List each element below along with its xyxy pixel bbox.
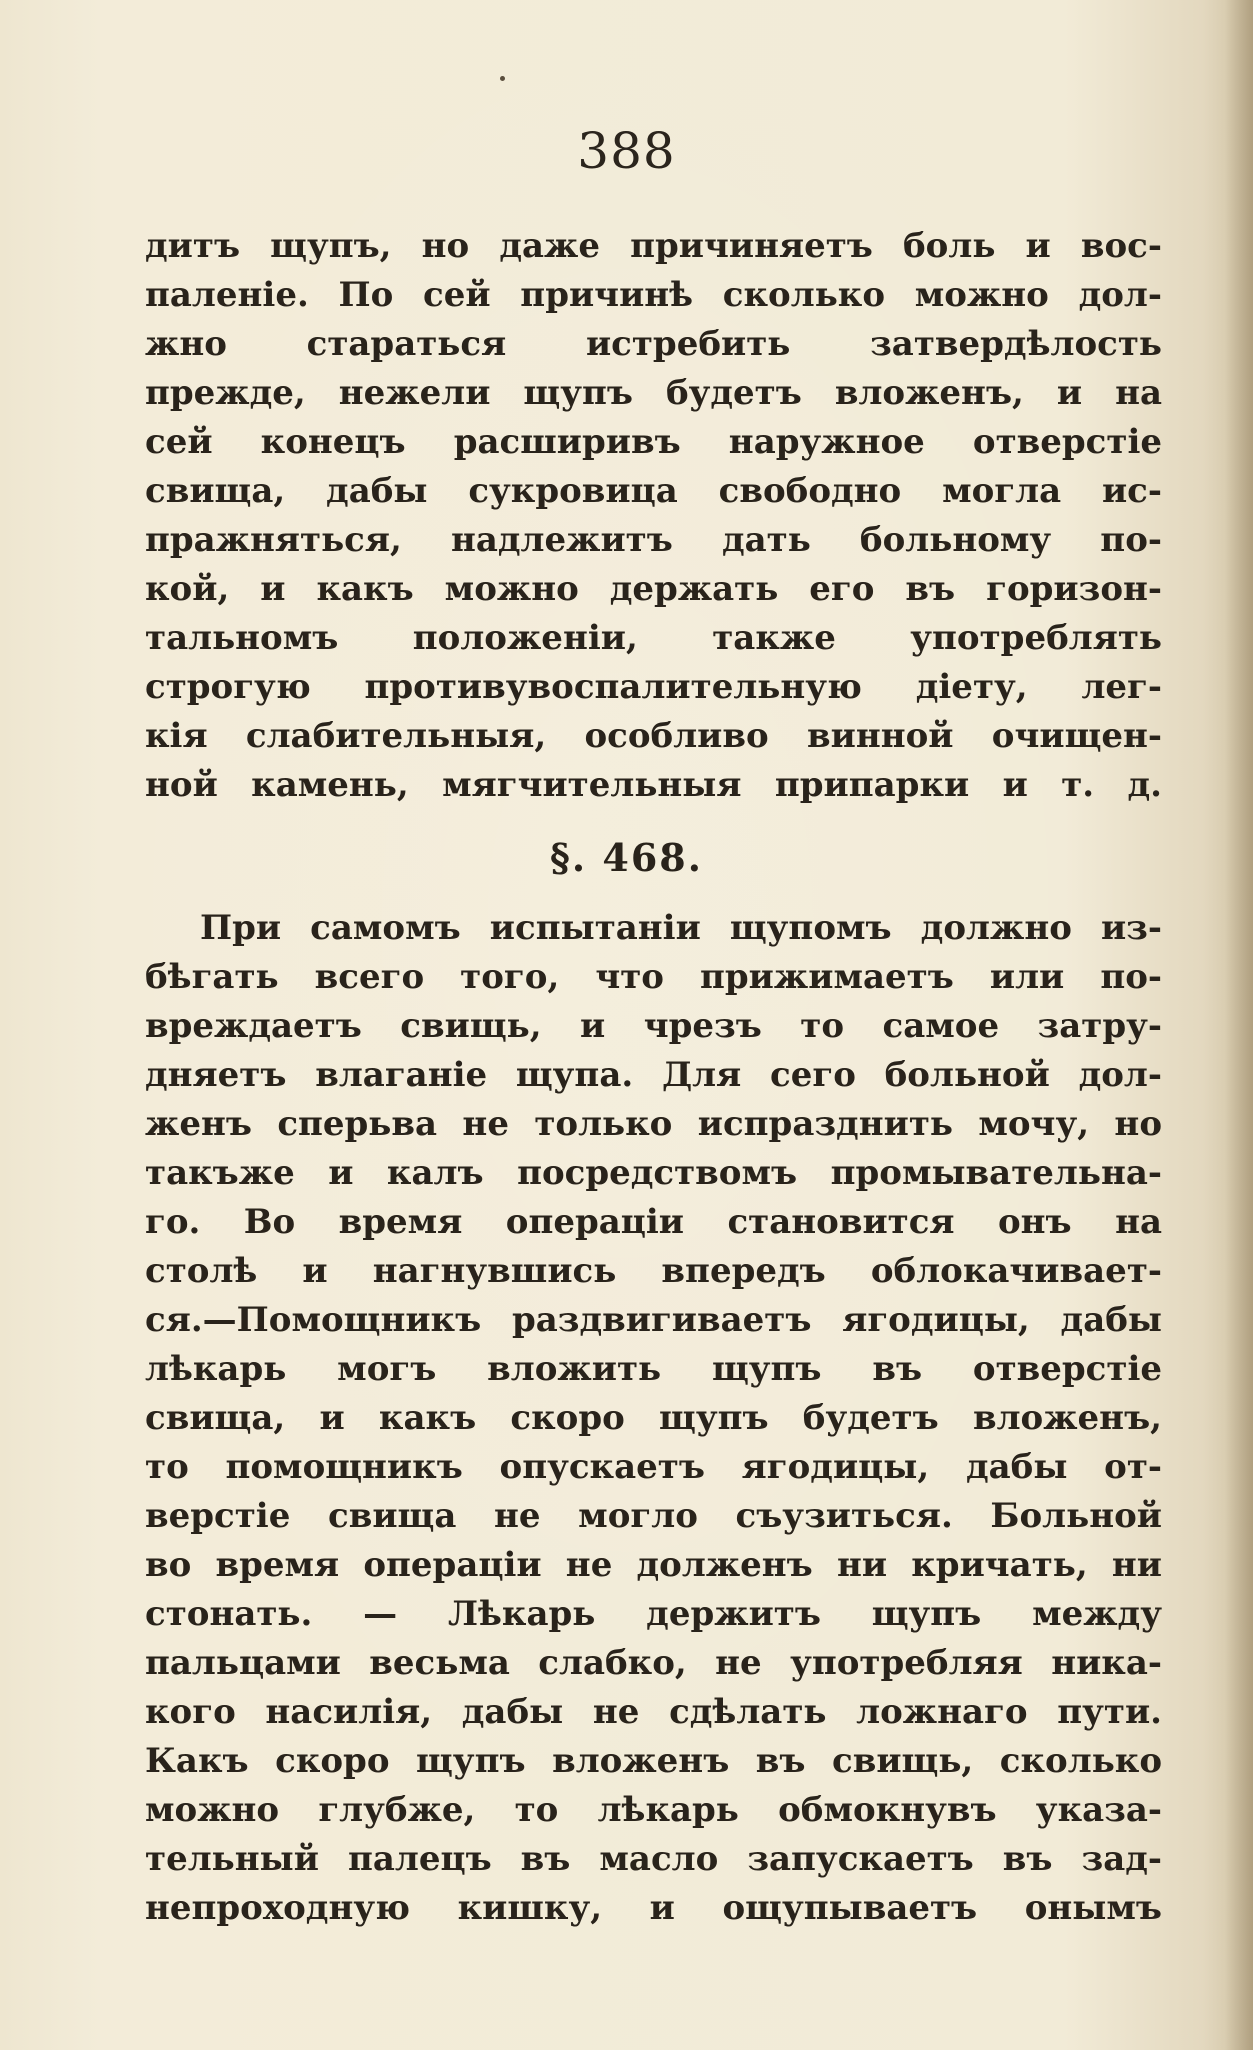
text-line: Какъ скоро щупъ вложенъ въ свищь, сколько: [145, 1741, 1162, 1781]
text-line: непроходную кишку, и ощупываетъ онымъ: [145, 1888, 1162, 1928]
page-edge-shadow: [1225, 0, 1253, 2050]
text-line: вреждаетъ свищь, и чрезъ то самое затру-: [145, 1006, 1162, 1046]
text-line: сей конецъ расширивъ наружное отверстіе: [145, 422, 1162, 462]
text-line: кой, и какъ можно держать его въ горизон-: [145, 569, 1162, 609]
text-line: При самомъ испытаніи щупомъ должно из-: [200, 908, 1162, 948]
text-line: стонать. — Лѣкарь держитъ щупъ между: [145, 1594, 1162, 1634]
text-line: во время операціи не долженъ ни кричать, ни: [145, 1545, 1162, 1585]
text-line: бѣгать всего того, что прижимаетъ или по-: [145, 957, 1162, 997]
text-line: дняетъ влаганіе щупа. Для сего больной дол-: [145, 1055, 1162, 1095]
text-line: кого насилія, дабы не сдѣлать ложнаго пути.: [145, 1692, 1162, 1732]
ink-speck: [500, 76, 505, 81]
text-line: столѣ и нагнувшись впередъ облокачивает-: [145, 1251, 1162, 1291]
text-line: можно глубже, то лѣкарь обмокнувъ указа-: [145, 1790, 1162, 1830]
text-line: свища, дабы сукровица свободно могла ис-: [145, 471, 1162, 511]
text-line: тальномъ положеніи, также употреблять: [145, 618, 1162, 658]
text-line: го. Во время операціи становится онъ на: [145, 1202, 1162, 1242]
text-line: ся.—Помощникъ раздвигиваетъ ягодицы, дабы: [145, 1300, 1162, 1340]
text-line: свища, и какъ скоро щупъ будетъ вложенъ,: [145, 1398, 1162, 1438]
text-line: жно стараться истребить затвердѣлость: [145, 324, 1162, 364]
text-line: лѣкарь могъ вложить щупъ въ отверстіе: [145, 1349, 1162, 1389]
text-line: кія слабительныя, особливо винной очищен-: [145, 716, 1162, 756]
text-line: дитъ щупъ, но даже причиняетъ боль и вос-: [145, 226, 1162, 266]
text-line: тельный палецъ въ масло запускаетъ въ зад-: [145, 1839, 1162, 1879]
text-line: верстіе свища не могло съузиться. Больной: [145, 1496, 1162, 1536]
text-line: строгую противувоспалительную діету, лег-: [145, 667, 1162, 707]
text-line: то помощникъ опускаетъ ягодицы, дабы от-: [145, 1447, 1162, 1487]
text-line: паленіе. По сей причинѣ сколько можно дол-: [145, 275, 1162, 315]
text-line: пражняться, надлежитъ дать больному по-: [145, 520, 1162, 560]
text-line: прежде, нежели щупъ будетъ вложенъ, и на: [145, 373, 1162, 413]
text-line: ной камень, мягчительныя припарки и т. д.: [145, 765, 1162, 805]
text-line: такъже и калъ посредствомъ промывательна-: [145, 1153, 1162, 1193]
text-line: женъ сперьва не только испразднить мочу, но: [145, 1104, 1162, 1144]
section-heading: §. 468.: [550, 835, 703, 880]
text-line: пальцами весьма слабко, не употребляя ника-: [145, 1643, 1162, 1683]
page-number: 388: [577, 122, 676, 180]
